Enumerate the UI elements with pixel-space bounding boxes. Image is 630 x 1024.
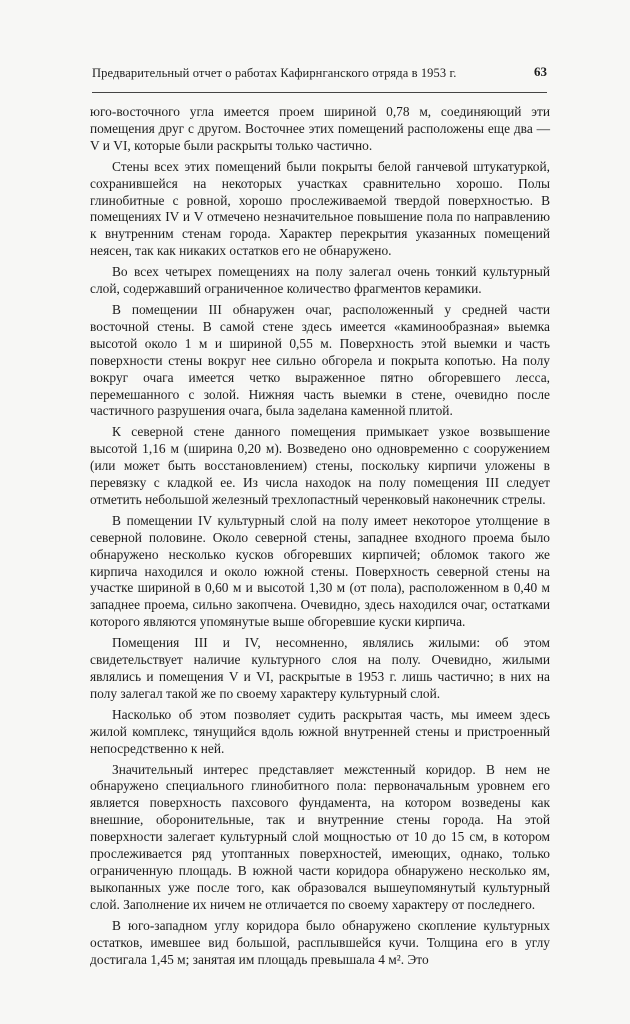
paragraph: К северной стене данного помещения примыкает узкое возвышение высотой 1,16 м (ширина 0,20 м). Возведено оно одновременно с сооружением (или может быть восстановлением) стены, поскольку кирпичи уложены в перевязку с кладкой ее. Из числа находок на полу помещения III следует отметить небольшой железный трехлопастный черенковый наконечник стрелы. xyxy=(90,424,550,507)
header-rule xyxy=(92,92,547,93)
paragraph: Во всех четырех помещениях на полу залегал очень тонкий культурный слой, содержавший ограниченное количество фрагментов керамики. xyxy=(90,264,550,297)
paragraph: юго-восточного угла имеется проем шириной 0,78 м, соединяющий эти помещения друг с другом. Восточнее этих помещений расположены еще два — V и VI, которые были раскрыты только частично. xyxy=(90,104,550,153)
paragraph: Значительный интерес представляет межстенный коридор. В нем не обнаружено специального глинобитного пола: первоначальным уровнем его является поверхность пахсового фундамента, на котором возведены как внешние, оборонительные, так и внутренние стены города. На этой поверхности залегает культурный слой мощностью от 10 до 15 см, в котором прослеживается ряд утоптанных поверхностей, имеющих, однако, только ограниченную площадь. В южной части коридора обнаружено несколько ям, выкопанных уже после того, как образовался вышеупомянутый культурный слой. Заполнение их ничем не отличается по своему характеру от последнего. xyxy=(90,761,550,912)
paragraph: В помещении IV культурный слой на полу имеет некоторое утолщение в северной половине. Около северной стены, западнее входного проема было обнаружено несколько кусков обгоревших кирпичей; обломок такого же кирпича находился и около южной стены. Поверхность северной стены на участке шириной в 0,60 м и высотой 1,30 м (от пола), расположенном в 0,40 м западнее проема, сильно закопчена. Очевидно, здесь находился очаг, остатками которого являются упомянутые выше обгоревшие куски кирпича. xyxy=(90,512,550,630)
running-header xyxy=(92,66,547,86)
body-text xyxy=(90,104,550,972)
header-title: Предварительный отчет о работах Кафирнганского отряда в 1953 г. xyxy=(92,66,457,80)
paragraph: Стены всех этих помещений были покрыты белой ганчевой штукатуркой, сохранившейся на некоторых участках сравнительно хорошо. Полы глинобитные с ровной, хорошо прослеживаемой твердой поверхностью. В помещениях IV и V отмечено незначительное повышение пола по направлению к внутренним стенам города. Характер перекрытия указанных помещений неясен, так как никаких остатков его не обнаружено. xyxy=(90,158,550,259)
paragraph: В помещении III обнаружен очаг, расположенный у средней части восточной стены. В самой стене здесь имеется «каминообразная» выемка высотой около 1 м и шириной 0,55 м. Поверхность этой выемки и часть поверхности стены вокруг нее сильно обгорела и покрыта копотью. На полу вокруг очага имеется четко выраженное пятно обгоревшего лесса, перемешанного с золой. Нижняя часть выемки в стене, очевидно после частичного разрушения очага, была заделана каменной плитой. xyxy=(90,301,550,419)
page-number: 63 xyxy=(534,64,547,79)
paragraph: В юго-западном углу коридора было обнаружено скопление культурных остатков, имевшее вид большой, расплывшейся кучи. Толщина его в углу достигала 1,45 м; занятая им площадь превышала 4 м². Это xyxy=(90,917,550,967)
paragraph: Помещения III и IV, несомненно, являлись жилыми: об этом свидетельствует наличие культурного слоя на полу. Очевидно, жилыми являлись и помещения V и VI, раскрытые в 1953 г. лишь частично; в них на полу залегал такой же по своему характеру культурный слой. xyxy=(90,635,550,701)
paragraph: Насколько об этом позволяет судить раскрытая часть, мы имеем здесь жилой комплекс, тянущийся вдоль южной внутренней стены и пристроенный непосредственно к ней. xyxy=(90,706,550,756)
